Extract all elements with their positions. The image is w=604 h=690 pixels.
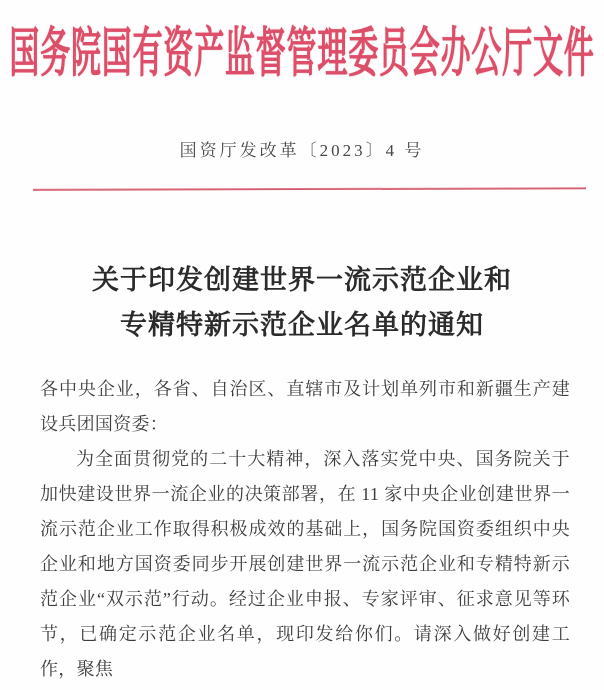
salutation-paragraph: 各中央企业，各省、自治区、直辖市及计划单列市和新疆生产建设兵团国资委： bbox=[40, 379, 570, 434]
document-number: 国资厅发改革〔2023〕4 号 bbox=[179, 141, 425, 160]
body-paragraph-1: 为全面贯彻党的二十大精神，深入落实党中央、国务院关于加快建设世界一流企业的决策部署，在 11 家中央企业创建世界一流示范企业工作取得积极成效的基础上，国务院国资委组织中央企业和地方国资委同步开展创建世界一流示范企业和专精特新示范企业“双示范”行动。经过企业申报、专家评审、征求意见等环节，已确定示范企业名单，现印发给你们。请深入做好创建工作，聚焦 bbox=[40, 449, 570, 679]
masthead-org-title: 国务院国有资产监督管理委员会办公厅文件 bbox=[9, 24, 595, 84]
document-body bbox=[40, 372, 570, 687]
document-title-line-1: 关于印发创建世界一流示范企业和 bbox=[92, 265, 512, 295]
document-title-line-2: 专精特新示范企业名单的通知 bbox=[120, 310, 484, 340]
red-divider-rule bbox=[33, 187, 586, 190]
document-title bbox=[0, 258, 604, 348]
document-masthead bbox=[0, 0, 604, 82]
